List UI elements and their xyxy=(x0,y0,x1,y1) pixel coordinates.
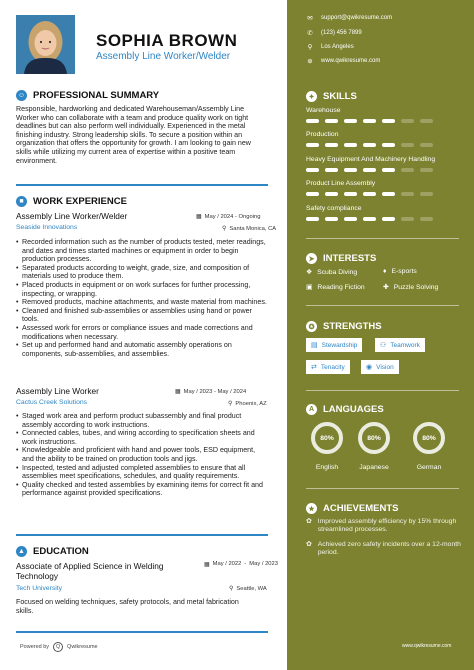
job-bullets xyxy=(16,238,268,358)
skill-dot xyxy=(344,168,357,172)
education-heading: ▲ EDUCATION xyxy=(16,546,89,557)
contact-email[interactable]: ✉ support@qwikresume.com xyxy=(307,15,393,22)
list-item: • Inspected, tested and adjusted completed assemblies to ensure that all assemblies meet specifications, schedules, and quality requirements. xyxy=(16,464,268,481)
language-name: English xyxy=(315,464,339,471)
skill-dot xyxy=(401,119,414,123)
skill-dot xyxy=(325,192,338,196)
skill-dot xyxy=(401,192,414,196)
achievements-heading: ★ ACHIEVEMENTS xyxy=(306,503,398,514)
list-item: • Separated products according to weight, grade, size, and composition of materials used to produce them. xyxy=(16,264,268,281)
language-ring: 80% xyxy=(413,422,445,454)
skill-dot xyxy=(306,143,319,147)
skill-dot xyxy=(306,168,319,172)
skill-name: Production xyxy=(306,131,339,138)
phone-icon: ✆ xyxy=(307,30,313,37)
skill-dot xyxy=(344,192,357,196)
education-location: ⚲ Seattle, WA xyxy=(229,585,267,592)
gamepad-icon: ♦ xyxy=(383,268,387,275)
footer-site[interactable]: www.qwikresume.com xyxy=(402,643,452,649)
skill-rating xyxy=(306,217,433,221)
list-item: • Recorded information such as the number of products tested, meter readings, and dates and times started machines or equipment in order to begin production processes. xyxy=(16,238,268,264)
skill-dot xyxy=(420,192,433,196)
skill-name: Heavy Equipment And Machinery Handling xyxy=(306,156,436,163)
person-icon: ☺ xyxy=(17,92,26,99)
language-ring: 80% xyxy=(311,422,343,454)
section-divider xyxy=(16,184,268,186)
skill-dot xyxy=(401,217,414,221)
strength-tag: ◉ Vision xyxy=(361,360,399,374)
skill-dot xyxy=(382,143,395,147)
language-name: German xyxy=(416,464,442,471)
list-item: • Removed products, machine attachments, and waste material from machines. xyxy=(16,298,268,307)
contact-phone[interactable]: ✆ (123) 456 7899 xyxy=(307,30,362,37)
contact-website[interactable]: ⊕ www.qwikresume.com xyxy=(307,58,381,65)
section-divider xyxy=(306,305,459,306)
skill-dot xyxy=(401,143,414,147)
skill-dot xyxy=(306,119,319,123)
degree-title: Associate of Applied Science in Welding Technology xyxy=(16,561,164,581)
section-divider xyxy=(306,390,459,391)
strengths-heading: ✪ STRENGTHS xyxy=(306,321,382,332)
paper-plane-icon: ➤ xyxy=(306,253,317,264)
lightbulb-icon: ✦ xyxy=(306,91,317,102)
strength-tag: ⚇ Teamwork xyxy=(375,338,425,352)
section-divider xyxy=(306,488,459,489)
education-text: Focused on welding techniques, safety protocols, and metal fabrication skills. xyxy=(16,598,239,615)
interest-item: ▣ Reading Fiction xyxy=(306,283,365,291)
skill-dot xyxy=(325,168,338,172)
school-name: Tech University xyxy=(16,585,63,592)
qwikresume-logo-icon: Q xyxy=(53,642,63,652)
interests-heading: ➤ INTERESTS xyxy=(306,253,376,264)
skill-dot xyxy=(325,119,338,123)
language-ring: 80% xyxy=(358,422,390,454)
list-item: • Cleaned and finished sub-assemblies or assemblies using hand or power tools. xyxy=(16,307,268,324)
skill-dot xyxy=(344,217,357,221)
skill-rating xyxy=(306,168,433,172)
job-location: ⚲ Santa Monica, CA xyxy=(222,225,277,232)
trophy-icon: ★ xyxy=(306,503,317,514)
achievement-item: ✿ Improved assembly efficiency by 15% through streamlined processes. xyxy=(306,518,457,534)
briefcase-icon: ■ xyxy=(16,196,27,207)
skill-dot xyxy=(420,143,433,147)
skill-dot xyxy=(325,217,338,221)
email-icon: ✉ xyxy=(307,15,313,22)
skill-dot xyxy=(325,143,338,147)
skill-name: Warehouse xyxy=(306,107,341,114)
skill-name: Safety compliance xyxy=(306,205,362,212)
candidate-title: Assembly Line Worker/Welder xyxy=(96,51,231,62)
skill-dot xyxy=(382,192,395,196)
calendar-icon: ▦ xyxy=(204,562,210,568)
section-divider xyxy=(16,631,268,633)
interest-item: ❖ Scuba Diving xyxy=(306,268,358,276)
skill-dot xyxy=(344,143,357,147)
job-company: Cactus Creek Solutions xyxy=(16,399,88,406)
badge-icon: ✪ xyxy=(306,321,317,332)
list-item: • Quality checked and tested assemblies by examining items for correct fit and performance against provided specifications. xyxy=(16,481,268,498)
skill-dot xyxy=(401,168,414,172)
skill-dot xyxy=(363,119,376,123)
list-item: • Connected cables, tubes, and wiring according to specification sheets and work instructions. xyxy=(16,429,268,446)
job-location: ⚲ Phoenix, AZ xyxy=(228,400,267,407)
location-pin-icon: ⚲ xyxy=(228,401,233,407)
summary-heading: ☺ PROFESSIONAL SUMMARY xyxy=(17,90,160,101)
job-dates: ▦ May / 2023 - May / 2024 xyxy=(175,388,247,395)
location-pin-icon: ⚲ xyxy=(222,226,227,232)
location-pin-icon: ⚲ xyxy=(229,586,234,592)
job-title: Assembly Line Worker/Welder xyxy=(16,211,128,221)
puzzle-icon: ✚ xyxy=(383,284,389,291)
job-company: Seaside Innovations xyxy=(16,224,78,231)
wallet-icon: ▤ xyxy=(311,342,318,349)
skill-dot xyxy=(344,119,357,123)
skill-dot xyxy=(363,192,376,196)
globe-icon: ⊕ xyxy=(307,58,313,65)
achievement-item: ✿ Achieved zero safety incidents over a 12-month period. xyxy=(306,541,461,557)
strength-tag: ▤ Stewardship xyxy=(306,338,362,352)
skill-dot xyxy=(363,143,376,147)
list-item: • Placed products in equipment or on work surfaces for further processing, inspecting, or wrapping. xyxy=(16,281,268,298)
skill-rating xyxy=(306,192,433,196)
candidate-name: SOPHIA BROWN xyxy=(96,31,238,50)
location-pin-icon: ⚲ xyxy=(307,44,313,51)
award-icon: ✿ xyxy=(306,518,312,525)
calendar-icon: ▦ xyxy=(196,214,202,220)
skill-dot xyxy=(363,217,376,221)
calendar-icon: ▦ xyxy=(175,389,181,395)
contact-location: ⚲ Los Angeles xyxy=(307,44,354,51)
skill-rating xyxy=(306,143,433,147)
job-dates: ▦ May / 2024 - Ongoing xyxy=(196,213,261,220)
summary-text: Responsible, hardworking and dedicated Warehouseman/Assembly Line Worker who can collaborate with a team and produce quality work on tight deadlines but can also perform well individually. Experienced in the metal finishing industry. Strong leadership skills. To secure a position within an organization that offers the opportunity for growth. I am looking to gain new skills while utilizing my current area of expertise within a positive team environment. xyxy=(16,105,251,165)
strength-tag: ⇄ Tenacity xyxy=(306,360,350,374)
list-item: • Assessed work for errors or compliance issues and made corrections and modifications when necessary. xyxy=(16,324,268,341)
interest-item: ♦ E-sports xyxy=(383,268,417,275)
skill-dot xyxy=(420,168,433,172)
skill-dot xyxy=(382,119,395,123)
scuba-icon: ❖ xyxy=(306,269,313,276)
language-name: Japanese xyxy=(359,464,389,471)
profile-photo xyxy=(16,15,75,74)
job-bullets xyxy=(16,412,268,498)
education-dates: ▦ May / 2022 - May / 2023 xyxy=(204,561,278,568)
list-item: • Staged work area and perform product subassembly and final product assembly according to work instructions. xyxy=(16,412,268,429)
handshake-icon: ⇄ xyxy=(311,364,317,371)
award-icon: ✿ xyxy=(306,541,312,548)
job-title: Assembly Line Worker xyxy=(16,386,99,396)
language-icon: A xyxy=(306,404,317,415)
experience-heading: ■ WORK EXPERIENCE xyxy=(16,196,127,207)
list-item: • Set up and performed hand and automatic assembly operations on components, sub-assemblies, and assemblies. xyxy=(16,341,268,358)
languages-heading: A LANGUAGES xyxy=(306,404,384,415)
skill-rating xyxy=(306,119,433,123)
list-item: • Knowledgeable and proficient with hand and power tools, ESD equipment, and the ability to be trained on production tools and jigs. xyxy=(16,446,268,463)
skills-heading: ✦ SKILLS xyxy=(306,91,357,102)
skill-dot xyxy=(382,217,395,221)
skill-name: Product Line Assembly xyxy=(306,180,376,187)
skill-dot xyxy=(420,119,433,123)
graduation-cap-icon: ▲ xyxy=(16,546,27,557)
footer: Powered by Q Qwikresume xyxy=(20,644,98,650)
book-icon: ▣ xyxy=(306,284,313,291)
eye-icon: ◉ xyxy=(366,364,373,371)
skill-dot xyxy=(306,217,319,221)
footer-brand: Qwikresume xyxy=(67,644,98,650)
skill-dot xyxy=(382,168,395,172)
skill-dot xyxy=(363,168,376,172)
skill-dot xyxy=(306,192,319,196)
section-divider xyxy=(306,238,459,239)
team-icon: ⚇ xyxy=(380,342,387,349)
section-divider xyxy=(16,534,268,536)
skill-dot xyxy=(420,217,433,221)
interest-item: ✚ Puzzle Solving xyxy=(383,283,439,291)
